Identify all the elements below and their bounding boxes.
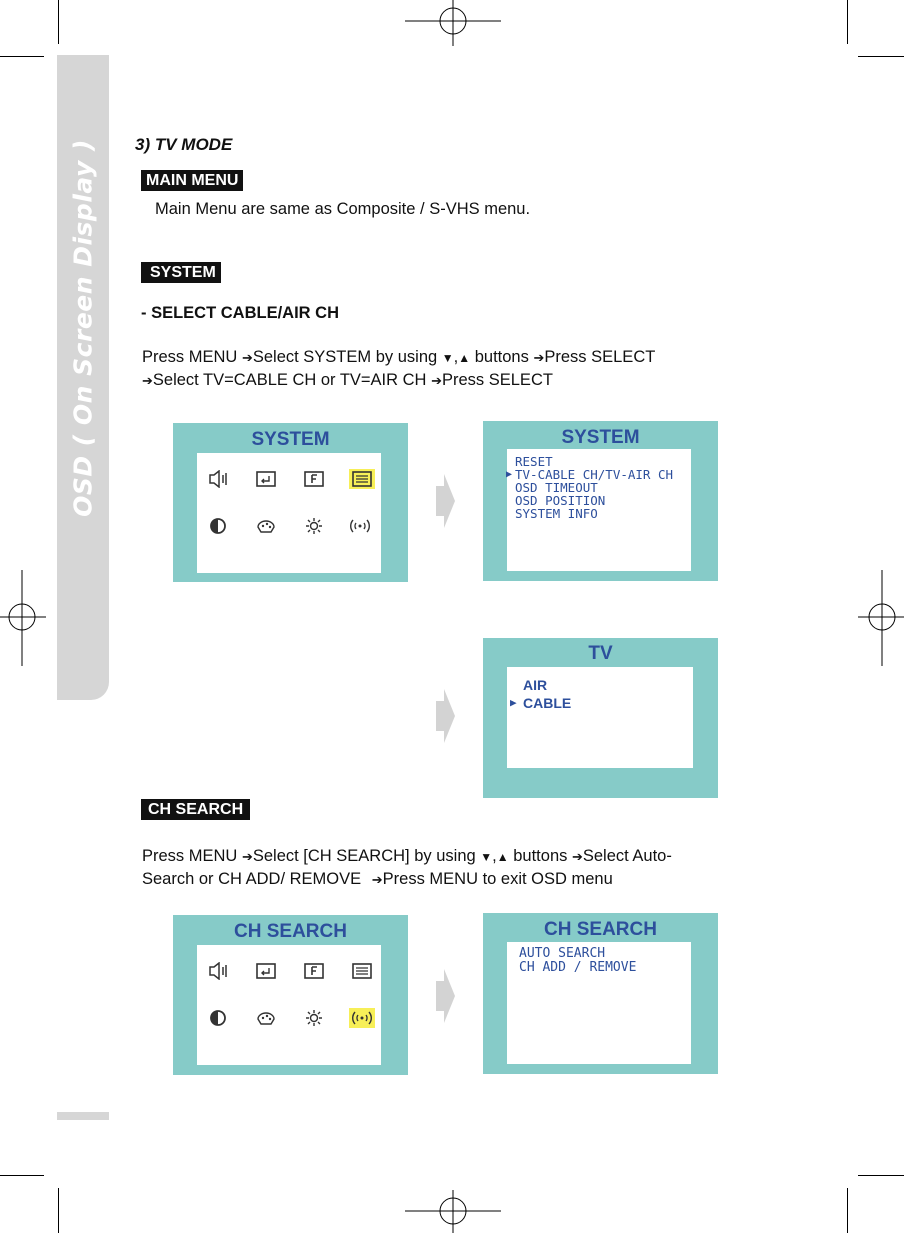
- contrast-icon: [207, 517, 229, 535]
- up-triangle-icon: ▲: [496, 850, 509, 864]
- crop-mark: [847, 1188, 848, 1233]
- osd-menu-panel: [507, 942, 691, 1064]
- instruction-text: buttons: [474, 348, 529, 366]
- instruction-text: Search or CH ADD/ REMOVE: [142, 870, 362, 888]
- right-arrow-icon: ➔: [371, 872, 383, 887]
- section-heading: 3) TV MODE: [135, 135, 233, 154]
- menu-item-ch-add-remove: CH ADD / REMOVE: [519, 960, 637, 975]
- osd-screen-ch-search-icons: [173, 915, 408, 1075]
- osd-title: SYSTEM: [251, 429, 330, 450]
- system-menu-icon: [349, 469, 375, 489]
- osd-title: TV: [588, 643, 613, 664]
- function-icon: [303, 470, 325, 488]
- crop-mark: [0, 1175, 44, 1176]
- selection-marker: ▶: [510, 696, 517, 709]
- menu-item-auto-search: AUTO SEARCH: [519, 946, 606, 961]
- ch-search-label: CH SEARCH: [141, 799, 250, 820]
- brightness-icon: [303, 1009, 325, 1027]
- crop-mark: [858, 1175, 904, 1176]
- osd-menu-panel: [507, 667, 693, 768]
- menu-item-tv-cable-air: TV-CABLE CH/TV-AIR CH: [515, 467, 674, 482]
- side-tab-bottom-bar: [57, 1112, 109, 1120]
- instruction-text: Press MENU to exit OSD menu: [382, 870, 613, 888]
- ch-search-icon: [349, 517, 371, 535]
- right-arrow-icon: ➔: [431, 373, 442, 388]
- menu-item-osd-position: OSD POSITION: [515, 493, 606, 508]
- comma-text: ,: [492, 847, 497, 865]
- instruction-text: Press MENU: [142, 847, 238, 865]
- system-menu-icon: [351, 962, 373, 980]
- ch-search-instruction-line1: [142, 845, 672, 868]
- selection-marker: ▶: [506, 469, 513, 480]
- osd-icon-panel: [197, 453, 381, 573]
- menu-item-osd-timeout: OSD TIMEOUT: [515, 480, 598, 495]
- right-arrow-icon: ➔: [241, 849, 253, 864]
- system-subheading: - SELECT CABLE/AIR CH: [141, 304, 339, 322]
- osd-screen-system-menu: [483, 421, 718, 581]
- down-triangle-icon: ▼: [441, 351, 454, 365]
- crop-mark: [847, 0, 848, 44]
- registration-mark: [405, 0, 501, 46]
- instruction-text: Press MENU: [142, 348, 238, 366]
- osd-icon-panel: [197, 945, 381, 1065]
- speaker-icon: [207, 470, 229, 488]
- right-arrow-icon: ➔: [533, 350, 545, 365]
- next-step-arrow: [434, 687, 456, 745]
- next-step-arrow: [434, 472, 456, 530]
- input-source-icon: [255, 962, 277, 980]
- osd-title: SYSTEM: [561, 427, 640, 448]
- crop-mark: [58, 0, 59, 44]
- instruction-text: Select SYSTEM by using: [252, 348, 438, 366]
- osd-screen-system-icons: [173, 423, 408, 582]
- side-tab-label: OSD ( On Screen Display ): [68, 139, 98, 517]
- osd-title: CH SEARCH: [544, 919, 657, 940]
- system-instruction-line1: [142, 346, 655, 369]
- registration-mark: [858, 570, 904, 666]
- main-menu-label: MAIN MENU: [141, 170, 243, 191]
- crop-mark: [0, 56, 44, 57]
- instruction-text: Select Auto-: [582, 847, 672, 865]
- input-source-icon: [255, 470, 277, 488]
- comma-text: ,: [453, 348, 459, 366]
- menu-item-cable: CABLE: [523, 695, 572, 711]
- right-arrow-icon: ➔: [241, 350, 253, 365]
- ch-search-instruction-line2: [142, 868, 613, 891]
- crop-mark: [858, 56, 904, 57]
- speaker-icon: [207, 962, 229, 980]
- instruction-text: Select TV=CABLE CH or TV=AIR CH: [152, 371, 427, 389]
- registration-mark: [0, 570, 46, 666]
- menu-item-reset: RESET: [515, 454, 553, 469]
- down-triangle-icon: ▼: [480, 850, 493, 864]
- contrast-icon: [207, 1009, 229, 1027]
- osd-title: CH SEARCH: [234, 921, 347, 942]
- osd-screen-ch-search-menu: [483, 913, 718, 1074]
- right-arrow-icon: ➔: [142, 373, 153, 388]
- system-label: SYSTEM: [141, 262, 221, 283]
- instruction-text: Select [CH SEARCH] by using: [252, 847, 476, 865]
- system-instruction-line2: [142, 369, 553, 392]
- instruction-text: Press SELECT: [544, 348, 656, 366]
- registration-mark: [405, 1190, 501, 1233]
- osd-screen-tv: [483, 638, 718, 798]
- up-triangle-icon: ▲: [458, 351, 471, 365]
- brightness-icon: [303, 517, 325, 535]
- function-icon: [303, 962, 325, 980]
- color-icon: [255, 517, 277, 535]
- menu-item-system-info: SYSTEM INFO: [515, 506, 598, 521]
- main-menu-text: Main Menu are same as Composite / S-VHS menu.: [155, 200, 531, 218]
- color-icon: [255, 1009, 277, 1027]
- menu-item-air: AIR: [523, 677, 548, 693]
- instruction-text: buttons: [513, 847, 568, 865]
- crop-mark: [58, 1188, 59, 1233]
- right-arrow-icon: ➔: [571, 849, 583, 864]
- osd-menu-panel: [507, 449, 691, 571]
- instruction-text: Press SELECT: [441, 371, 553, 389]
- next-step-arrow: [434, 967, 456, 1025]
- ch-search-icon: [349, 1008, 375, 1028]
